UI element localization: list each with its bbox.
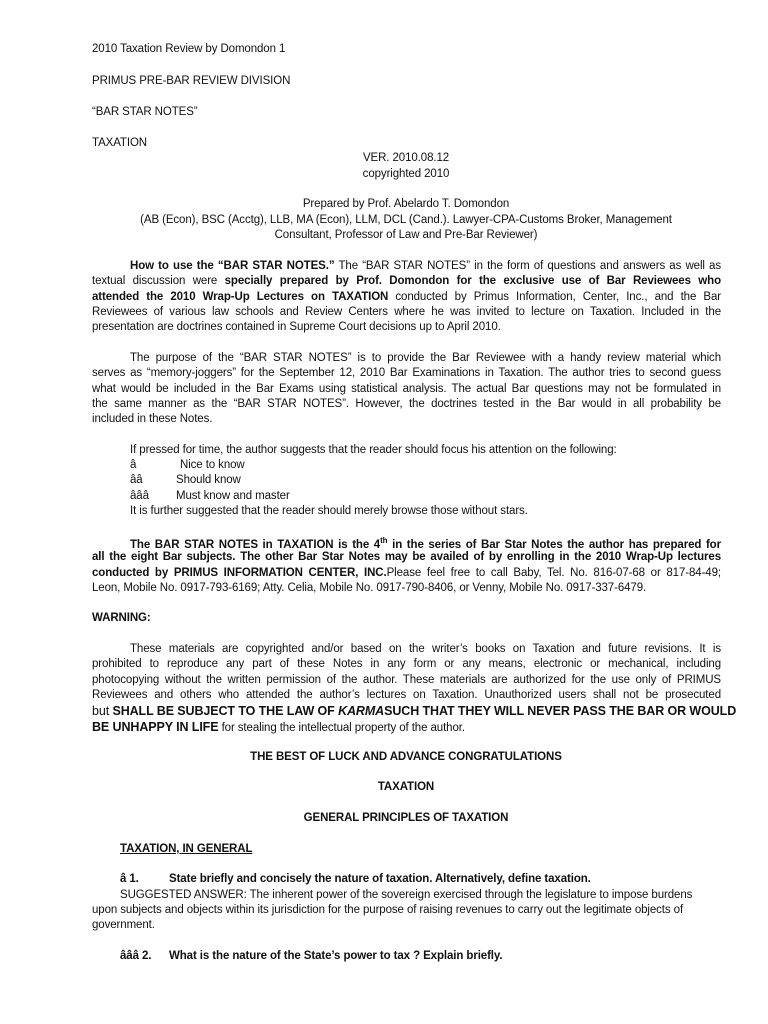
warning-line-2: prohibited to reproduce any part of these Notes in any form or any means, electronic or mechanical, including xyxy=(92,658,721,670)
star-item-2: ââ Should know xyxy=(130,474,241,486)
warning-line-3: photocopying without the written permission of the author. These materials are authorized for the use only of PRIMUS xyxy=(92,674,721,686)
section-heading: TAXATION, IN GENERAL xyxy=(120,843,253,855)
warning-line-1: These materials are copyrighted and/or based on the writer’s books on Taxation and future revisions. It is xyxy=(130,643,721,655)
credentials-line-1: (AB (Econ), BSC (Acctg), LLB, MA (Econ), LLM, DCL (Cand.). Lawyer-CPA-Customs Broker, Management xyxy=(140,214,672,226)
series-line-4: Leon, Mobile No. 0917-793-6169; Atty. Celia, Mobile No. 0917-790-8406, or Venny, Mobile No. 0917-337-6479. xyxy=(92,582,647,594)
subject-title: TAXATION xyxy=(92,137,147,149)
series-line-1: The BAR STAR NOTES in TAXATION is the 4th in the series of Bar Star Notes the author has prepared for xyxy=(130,536,721,551)
purpose-line-1: The purpose of the “BAR STAR NOTES” is to provide the Bar Reviewee with a handy review material which xyxy=(130,352,721,364)
how-to-line-5: presentation are doctrines contained in Supreme Court decisions up to April 2010. xyxy=(92,321,501,333)
division-name: PRIMUS PRE-BAR REVIEW DIVISION xyxy=(92,75,291,87)
version-line: VER. 2010.08.12 xyxy=(362,152,450,164)
how-to-line-4: Reviewees of various law schools and Review Centers where he was invited to lecture on Taxation. Included in the xyxy=(92,306,721,318)
warning-line-4: Reviewees and others who attended the author’s lectures on Taxation. Unauthorized users shall not be prosecuted xyxy=(92,689,721,701)
how-to-line-1: How to use the “BAR STAR NOTES.” The “BAR STAR NOTES” in the form of questions and answers as well as xyxy=(130,260,722,272)
general-principles-heading: GENERAL PRINCIPLES OF TAXATION xyxy=(303,812,509,824)
purpose-line-4: the same manner as the “BAR STAR NOTES”. However, the doctrines tested in the Bar would in all probability be xyxy=(92,398,721,410)
running-title: 2010 Taxation Review by Domondon 1 xyxy=(92,43,286,55)
purpose-line-5: included in these Notes. xyxy=(92,413,213,425)
taxation-heading: TAXATION xyxy=(377,781,435,793)
author-line: Prepared by Prof. Abelardo T. Domondon xyxy=(302,198,510,210)
series-line-3: conducted by PRIMUS INFORMATION CENTER, INC.Please feel free to call Baby, Tel. No. 816-07-68 or 817-84-49; xyxy=(92,567,721,579)
notes-title: “BAR STAR NOTES” xyxy=(92,106,198,118)
credentials-line-2: Consultant, Professor of Law and Pre-Bar Reviewer) xyxy=(274,229,538,241)
star-item-3: âââ Must know and master xyxy=(130,490,290,502)
star-item-1: â Nice to know xyxy=(130,459,245,471)
answer-line-1: SUGGESTED ANSWER: The inherent power of the sovereign exercised through the legislature to impose burdens xyxy=(120,889,693,901)
warning-line-5: but SHALL BE SUBJECT TO THE LAW OF KARMASUCH THAT THEY WILL NEVER PASS THE BAR OR WOULD xyxy=(92,704,737,718)
how-to-line-2: textual discussion were specially prepared by Prof. Domondon for the exclusive use of Bar Reviewees who xyxy=(92,275,721,287)
question-2: âââ 2. What is the nature of the State’s power to tax ? Explain briefly. xyxy=(120,950,503,962)
warning-heading: WARNING: xyxy=(92,612,151,624)
browse-note: It is further suggested that the reader should merely browse those without stars. xyxy=(130,505,528,517)
purpose-line-2: serves as “memory-joggers” for the September 12, 2010 Bar Examinations in Taxation. The author tries to second guess xyxy=(92,367,721,379)
warning-line-6: BE UNHAPPY IN LIFE for stealing the intellectual property of the author. xyxy=(92,720,465,734)
answer-line-2: upon subjects and objects within its jurisdiction for the purpose of raising revenues to carry out the legitimate objects of xyxy=(92,904,684,916)
copyright-line: copyrighted 2010 xyxy=(362,168,450,180)
purpose-line-3: what would be included in the Bar Exams using statistical analysis. The actual Bar questions may not be formulated in xyxy=(92,383,721,395)
series-line-2: all the eight Bar subjects. The other Bar Star Notes may be availed of by enrolling in the 2010 Wrap-Up lectures xyxy=(92,551,721,563)
best-of-luck-heading: THE BEST OF LUCK AND ADVANCE CONGRATULATIONS xyxy=(250,751,562,763)
answer-line-3: government. xyxy=(92,919,155,931)
question-1: â 1. State briefly and concisely the nature of taxation. Alternatively, define taxation. xyxy=(120,873,591,885)
stars-intro: If pressed for time, the author suggests that the reader should focus his attention on the following: xyxy=(130,444,617,456)
how-to-line-3: attended the 2010 Wrap-Up Lectures on TAXATION conducted by Primus Information, Center, Inc., and the Bar xyxy=(92,291,721,303)
